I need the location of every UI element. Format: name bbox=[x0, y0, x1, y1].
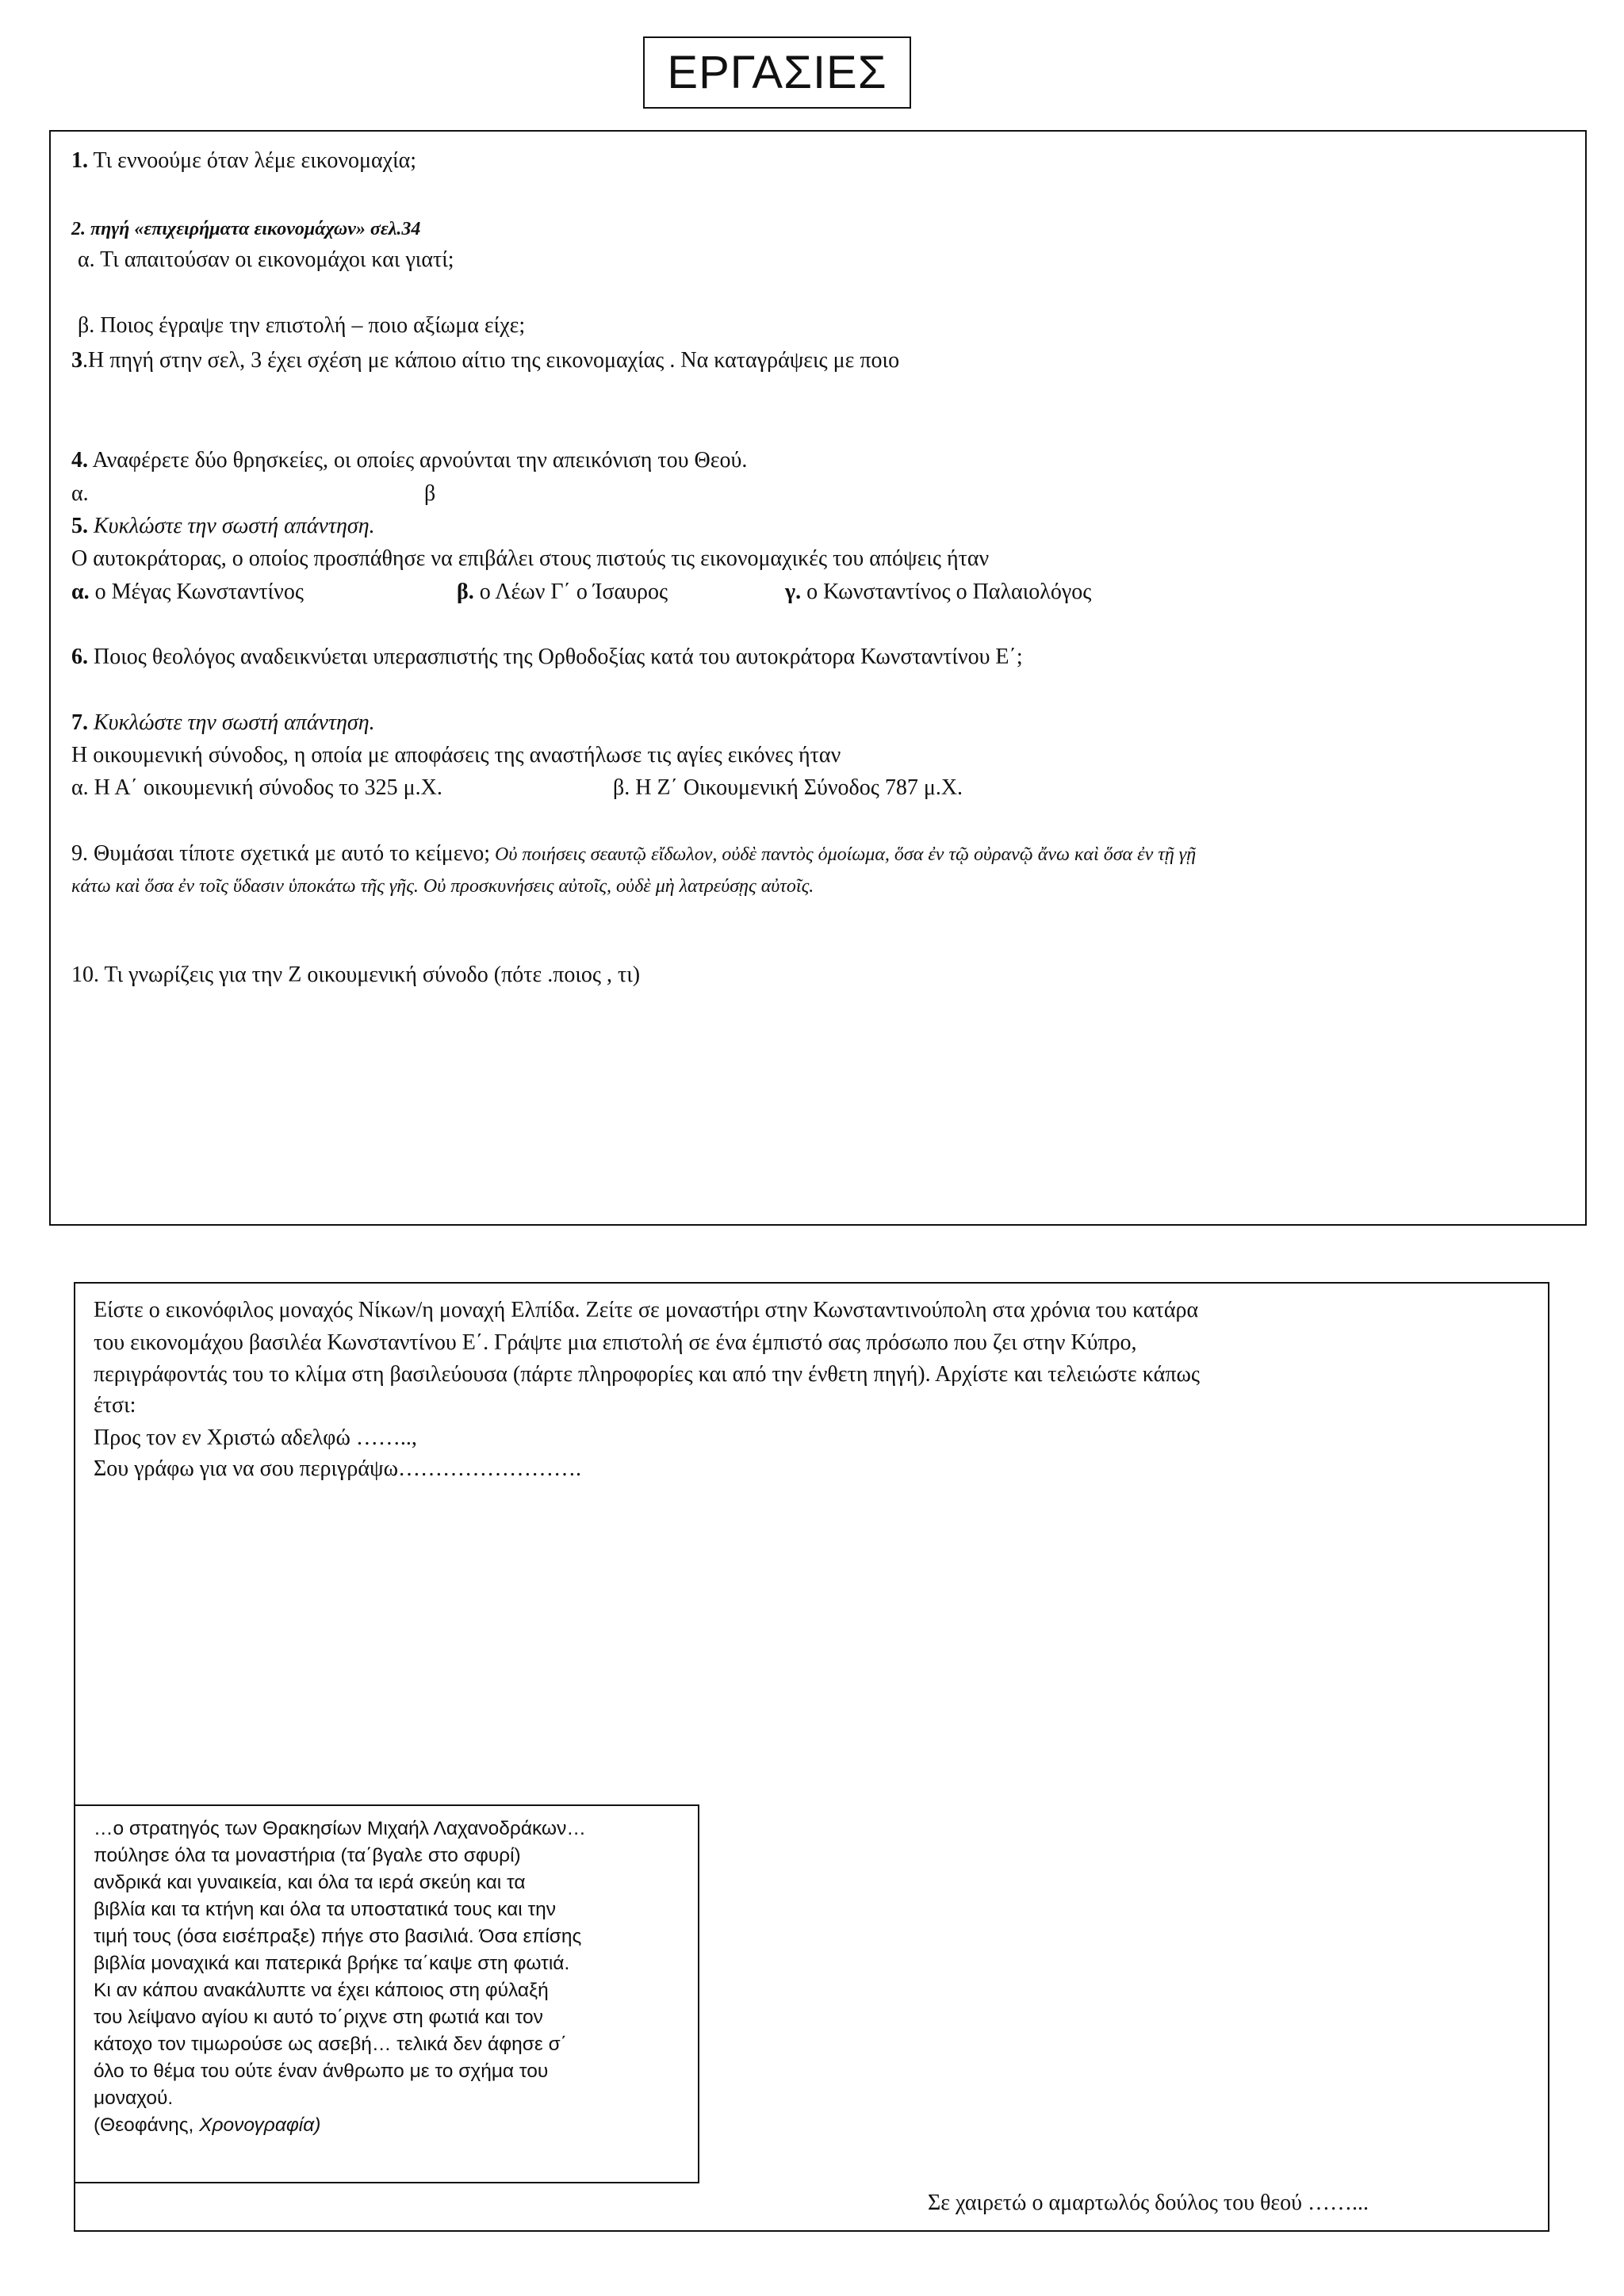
source-line-11: μοναχού. bbox=[94, 2087, 174, 2109]
source-line-5: τιμή τους (όσα εισέπραξε) πήγε στο βασιλιά. Όσα επίσης bbox=[94, 1926, 582, 1947]
source-citation: (Θεοφάνης, Χρονογραφία) bbox=[94, 2114, 321, 2136]
question-2a: α. Τι απαιτούσαν οι εικονομάχοι και γιατί; bbox=[78, 247, 454, 272]
question-10: 10. Τι γνωρίζεις για την Ζ οικουμενική σύνοδο (πότε .ποιος , τι) bbox=[71, 962, 641, 987]
letter-opening: Σου γράφω για να σου περιγράψω……………………. bbox=[94, 1456, 582, 1481]
source-line-10: όλο το θέμα του ούτε έναν άνθρωπο με το σχήμα του bbox=[94, 2061, 549, 2082]
title-box bbox=[643, 36, 911, 109]
question-5-option-c: γ. ο Κωνσταντίνος ο Παλαιολόγος bbox=[785, 580, 1092, 604]
letter-salutation: Προς τον εν Χριστώ αδελφώ …….., bbox=[94, 1425, 417, 1450]
question-1: 1. Τι εννοούμε όταν λέμε εικονομαχία; bbox=[71, 148, 417, 173]
source-line-9: κάτοχο τον τιμωρούσε ως ασεβή… τελικά δεν άφησε σ΄ bbox=[94, 2034, 567, 2055]
question-4-option-b: β bbox=[424, 481, 436, 506]
question-5-option-b: β. ο Λέων Γ΄ ο Ίσαυρος bbox=[457, 580, 668, 604]
question-7-instruction: 7. Κυκλώστε την σωστή απάντηση. bbox=[71, 710, 375, 735]
question-4: 4. Αναφέρετε δύο θρησκείες, οι οποίες αρνούνται την απεικόνιση του Θεού. bbox=[71, 448, 748, 473]
letter-closing: Σε χαιρετώ ο αμαρτωλός δούλος του θεού ……... bbox=[928, 2191, 1369, 2215]
question-2-header: 2. πηγή «επιχειρήματα εικονομάχων» σελ.34 bbox=[71, 219, 421, 239]
source-line-6: βιβλία μοναχικά και πατερικά βρήκε τα΄καψε στη φωτιά. bbox=[94, 1953, 570, 1974]
letter-task-line-1: Είστε ο εικονόφιλος μοναχός Νίκων/η μοναχή Ελπίδα. Ζείτε σε μοναστήρι στην Κωνσταντινούπολη στα χρόνια του κατάρα bbox=[94, 1298, 1199, 1322]
question-5-option-a: α. ο Μέγας Κωνσταντίνος bbox=[71, 580, 304, 604]
question-7-option-b: β. Η Ζ΄ Οικουμενική Σύνοδος 787 μ.Χ. bbox=[613, 775, 963, 800]
source-line-3: ανδρικά και γυναικεία, και όλα τα ιερά σκεύη και τα bbox=[94, 1872, 526, 1893]
question-9: 9. Θυμάσαι τίποτε σχετικά με αυτό το κείμενο; Οὐ ποιήσεις σεαυτῷ εἴδωλον, οὐδὲ παντὸς ὁμοίωμα, ὅσα ἐν τῷ οὐρανῷ ἄνω καὶ ὅσα ἐν τῇ γῇ bbox=[71, 841, 1197, 866]
question-4-option-a: α. bbox=[71, 481, 89, 506]
page-title: ΕΡΓΑΣΙΕΣ bbox=[667, 47, 887, 98]
source-line-2: πούλησε όλα τα μοναστήρια (τα΄βγαλε στο σφυρί) bbox=[94, 1845, 521, 1866]
source-line-7: Κι αν κάπου ανακάλυπτε να έχει κάποιος στη φύλαξή bbox=[94, 1980, 549, 2001]
question-2b: β. Ποιος έγραψε την επιστολή – ποιο αξίωμα είχε; bbox=[78, 313, 526, 338]
source-line-4: βιβλία και τα κτήνη και όλα τα υποστατικά τους και την bbox=[94, 1899, 556, 1920]
letter-task-line-4: έτσι: bbox=[94, 1393, 136, 1418]
letter-task-line-3: περιγράφοντάς του το κλίμα στη βασιλεύουσα (πάρτε πληροφορίες και από την ένθετη πηγή). Αρχίστε και τελειώστε κάπως bbox=[94, 1362, 1200, 1387]
source-line-1: …ο στρατηγός των Θρακησίων Μιχαήλ Λαχανοδράκων… bbox=[94, 1818, 586, 1839]
question-3: 3.Η πηγή στην σελ, 3 έχει σχέση με κάποιο αίτιο της εικονομαχίας . Να καταγράψεις με ποιο bbox=[71, 348, 900, 373]
questions-box bbox=[49, 130, 1587, 1226]
question-6: 6. Ποιος θεολόγος αναδεικνύεται υπερασπιστής της Ορθοδοξίας κατά του αυτοκράτορα Κωνσταντίνου Ε΄; bbox=[71, 645, 1023, 669]
source-line-8: του λείψανο αγίου κι αυτό το΄ριχνε στη φωτιά και τον bbox=[94, 2007, 543, 2028]
letter-task-line-2: του εικονομάχου βασιλέα Κωνσταντίνου Ε΄. Γράψτε μια επιστολή σε ένα έμπιστό σας πρόσωπο που ζει στην Κύπρο, bbox=[94, 1330, 1137, 1355]
question-5-text: Ο αυτοκράτορας, ο οποίος προσπάθησε να επιβάλει στους πιστούς τις εικονομαχικές του απόψεις ήταν bbox=[71, 546, 990, 571]
question-7-option-a: α. Η Α΄ οικουμενική σύνοδος το 325 μ.Χ. bbox=[71, 775, 442, 800]
question-5-instruction: 5. Κυκλώστε την σωστή απάντηση. bbox=[71, 514, 375, 538]
question-7-text: Η οικουμενική σύνοδος, η οποία με αποφάσεις της αναστήλωσε τις αγίες εικόνες ήταν bbox=[71, 743, 841, 767]
question-9-quote-continued: κάτω καὶ ὅσα ἐν τοῖς ὕδασιν ὑποκάτω τῆς γῆς. Οὐ προσκυνήσεις αὐτοῖς, οὐδὲ μὴ λατρεύσῃς αὐτοῖς. bbox=[71, 876, 814, 897]
